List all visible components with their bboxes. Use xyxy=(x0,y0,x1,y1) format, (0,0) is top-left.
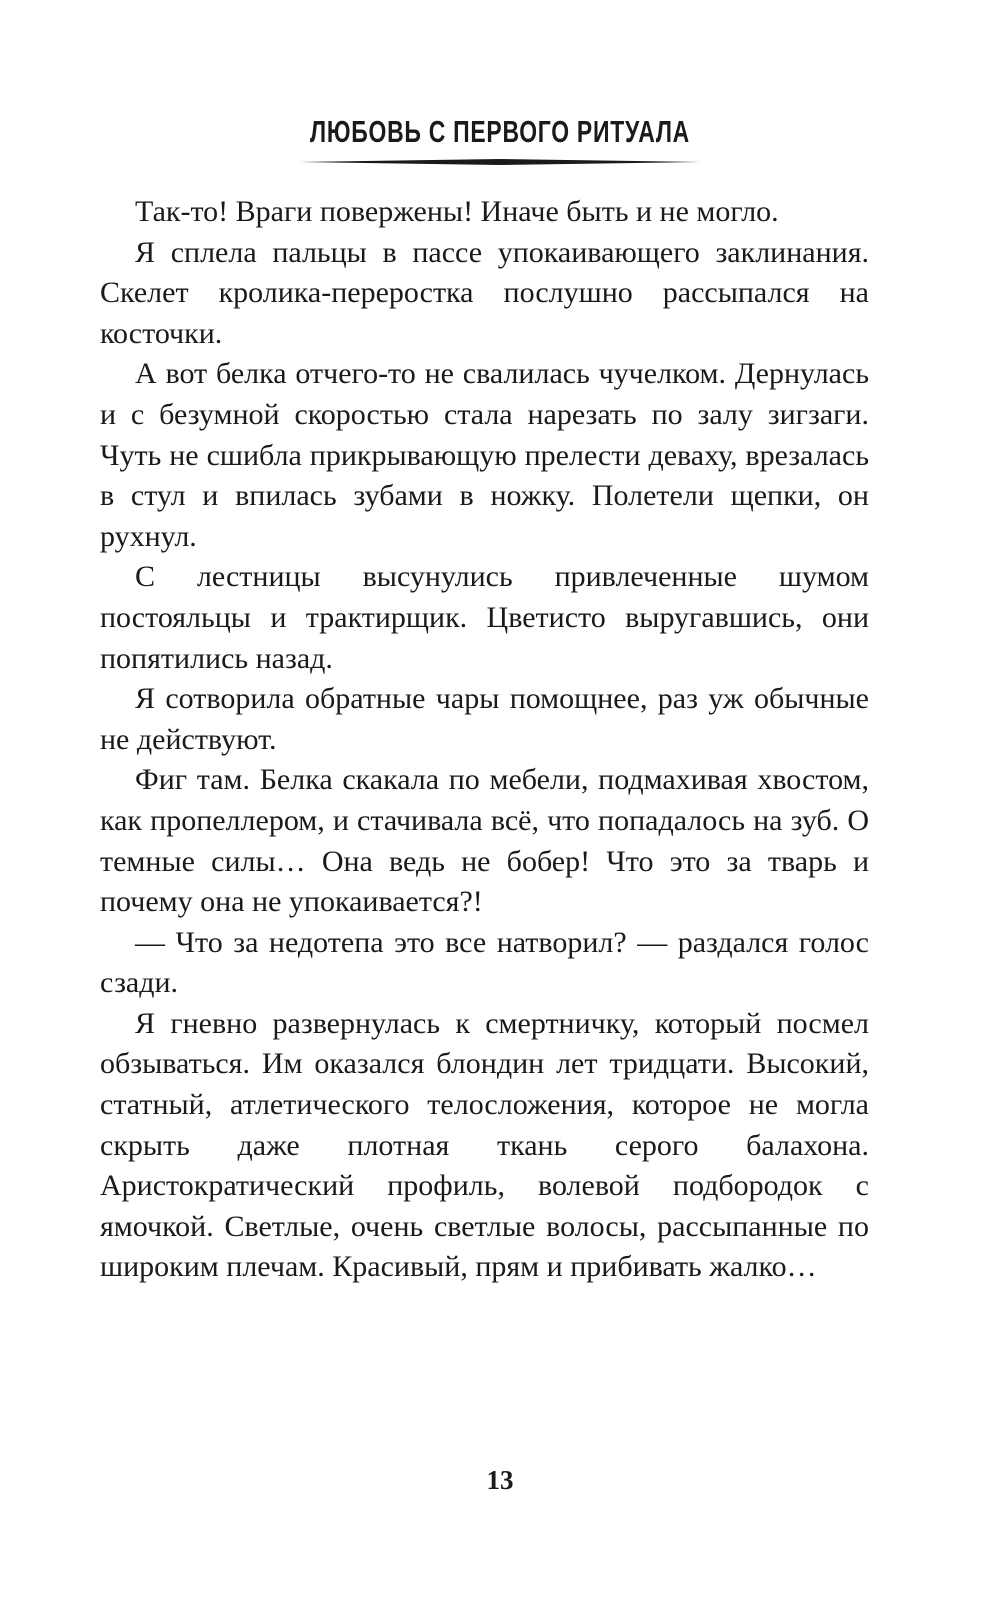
paragraph: Фиг там. Белка скакала по мебели, подмахивая хвостом, как пропеллером, и стачивала всё, что попадалось на зуб. О темные силы… Она ведь не бобер! Что это за тварь и почему она не упокаивается?! xyxy=(100,763,869,919)
paragraph: Так-то! Враги повержены! Иначе быть и не могло. xyxy=(135,195,779,228)
running-head-title: ЛЮБОВЬ С ПЕРВОГО РИТУАЛА xyxy=(310,114,690,149)
paragraph: А вот белка отчего-то не свалилась чучелком. Дернулась и с безумной скоростью стала нарезать по залу зигзаги. Чуть не сшибла прикрывающую прелести деваху, врезалась в стул и впилась зубами в ножку. Полетели щепки, он рухнул. xyxy=(100,357,869,553)
paragraph: С лестницы высунулись привлеченные шумом постояльцы и трактирщик. Цветисто выругавшись, они попятились назад. xyxy=(100,560,869,675)
paragraph: Я гневно развернулась к смертничку, который посмел обзываться. Им оказался блондин лет тридцати. Высокий, статный, атлетического телосложения, которое не могла скрыть даже плотная ткань серого балахона. Аристократический профиль, волевой подбородок с ямочкой. Светлые, очень светлые волосы, рассыпанные по широким плечам. Красивый, прям и прибивать жалко… xyxy=(100,1006,869,1284)
paragraph: — Что за недотепа это все натворил? — раздался голос сзади. xyxy=(100,925,869,1000)
body-text xyxy=(100,192,869,1288)
paragraph: Я сплела пальцы в пассе упокаивающего заклинания. Скелет кролика-переростка послушно рассыпался на косточки. xyxy=(100,235,869,350)
header-rule xyxy=(300,159,700,165)
paragraph: Я сотворила обратные чары помощнее, раз уж обычные не действуют. xyxy=(100,682,869,756)
page-number: 13 xyxy=(486,1465,514,1495)
